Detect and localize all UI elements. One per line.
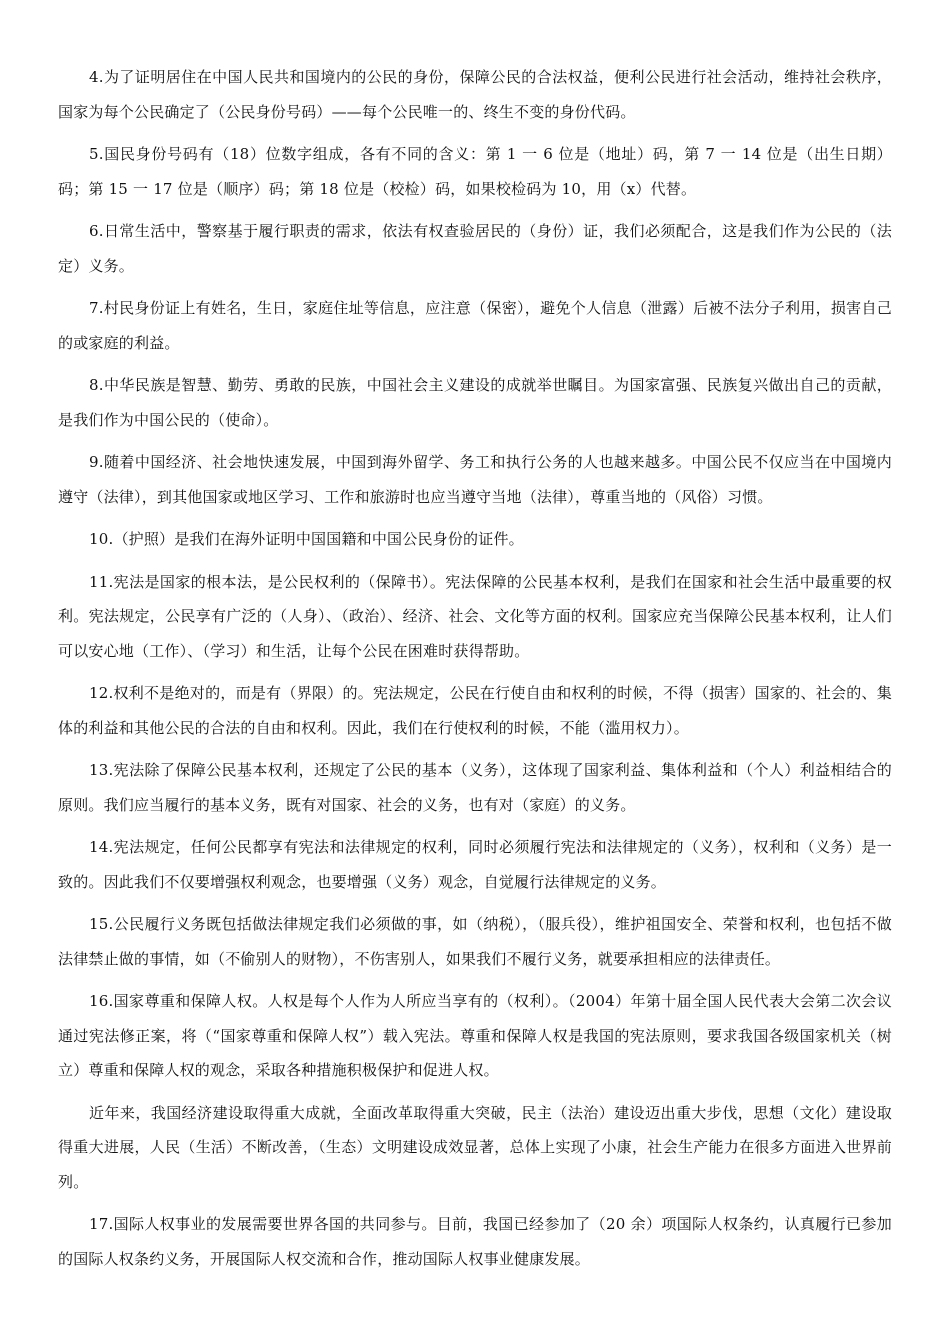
paragraph-5: 5.国民身份号码有（18）位数字组成，各有不同的含义：第 1 一 6 位是（地址）码，第 7 一 14 位是（出生日期）码；第 15 一 17 位是（顺序）码；第 18 位是（校检）码，如果校检码为 10，用（x）代替。	[58, 145, 892, 198]
paragraph-13: 13.宪法除了保障公民基本权利，还规定了公民的基本（义务），这体现了国家利益、集体利益和（个人）利益相结合的原则。我们应当履行的基本义务，既有对国家、社会的义务，也有对（家庭）的义务。	[58, 761, 892, 814]
paragraph-7: 7.村民身份证上有姓名，生日，家庭住址等信息，应注意（保密），避免个人信息（泄露）后被不法分子利用，损害自己的或家庭的利益。	[58, 299, 892, 352]
paragraph-17: 17.国际人权事业的发展需要世界各国的共同参与。目前，我国已经参加了（20 余）项国际人权条约，认真履行已参加的国际人权条约义务，开展国际人权交流和合作，推动国际人权事业健康发展。	[58, 1215, 892, 1268]
paragraph-8: 8.中华民族是智慧、勤劳、勇敢的民族，中国社会主义建设的成就举世瞩目。为国家富强、民族复兴做出自己的贡献，是我们作为中国公民的（使命）。	[58, 376, 892, 429]
paragraph-11: 11.宪法是国家的根本法，是公民权利的（保障书）。宪法保障的公民基本权利，是我们在国家和社会生活中最重要的权利。宪法规定，公民享有广泛的（人身）、（政治）、经济、社会、文化等方面的权利。国家应充当保障公民基本权利，让人们可以安心地（工作）、（学习）和生活，让每个公民在困难时获得帮助。	[58, 572, 892, 660]
paragraph-recent-years: 近年来，我国经济建设取得重大成就，全面改革取得重大突破，民主（法治）建设迈出重大步伐，思想（文化）建设取得重大进展，人民（生活）不断改善，（生态）文明建设成效显著，总体上实现了小康，社会生产能力在很多方面进入世界前列。	[58, 1103, 892, 1191]
paragraph-6: 6.日常生活中，警察基于履行职责的需求，依法有权查验居民的（身份）证，我们必须配合，这是我们作为公民的（法定）义务。	[58, 222, 892, 275]
paragraph-12: 12.权利不是绝对的，而是有（界限）的。宪法规定，公民在行使自由和权利的时候，不得（损害）国家的、社会的、集体的利益和其他公民的合法的自由和权利。因此，我们在行使权利的时候，不能（滥用权力）。	[58, 684, 892, 737]
paragraph-15: 15.公民履行义务既包括做法律规定我们必须做的事，如（纳税），（服兵役），维护祖国安全、荣誉和权利，也包括不做法律禁止做的事情，如（不偷别人的财物），不伤害别人，如果我们不履行义务，就要承担相应的法律责任。	[58, 915, 892, 968]
paragraph-9: 9.随着中国经济、社会地快速发展，中国到海外留学、务工和执行公务的人也越来越多。中国公民不仅应当在中国境内遵守（法律），到其他国家或地区学习、工作和旅游时也应当遵守当地（法律），尊重当地的（风俗）习惯。	[58, 453, 892, 506]
paragraph-16: 16.国家尊重和保障人权。人权是每个人作为人所应当享有的（权利）。（2004）年第十届全国人民代表大会第二次会议通过宪法修正案，将（“国家尊重和保障人权”）载入宪法。尊重和保障人权是我国的宪法原则，要求我国各级国家机关（树立）尊重和保障人权的观念，采取各种措施积极保护和促进人权。	[58, 992, 892, 1079]
paragraph-4: 4.为了证明居住在中国人民共和国境内的公民的身份，保障公民的合法权益，便利公民进行社会活动，维持社会秩序，国家为每个公民确定了（公民身份号码）——每个公民唯一的、终生不变的身份代码。	[58, 68, 892, 121]
paragraph-14: 14.宪法规定，任何公民都享有宪法和法律规定的权利，同时必须履行宪法和法律规定的（义务），权利和（义务）是一致的。因此我们不仅要增强权利观念，也要增强（义务）观念，自觉履行法律规定的义务。	[58, 838, 892, 891]
paragraph-10: 10.（护照）是我们在海外证明中国国籍和中国公民身份的证件。	[89, 530, 524, 548]
